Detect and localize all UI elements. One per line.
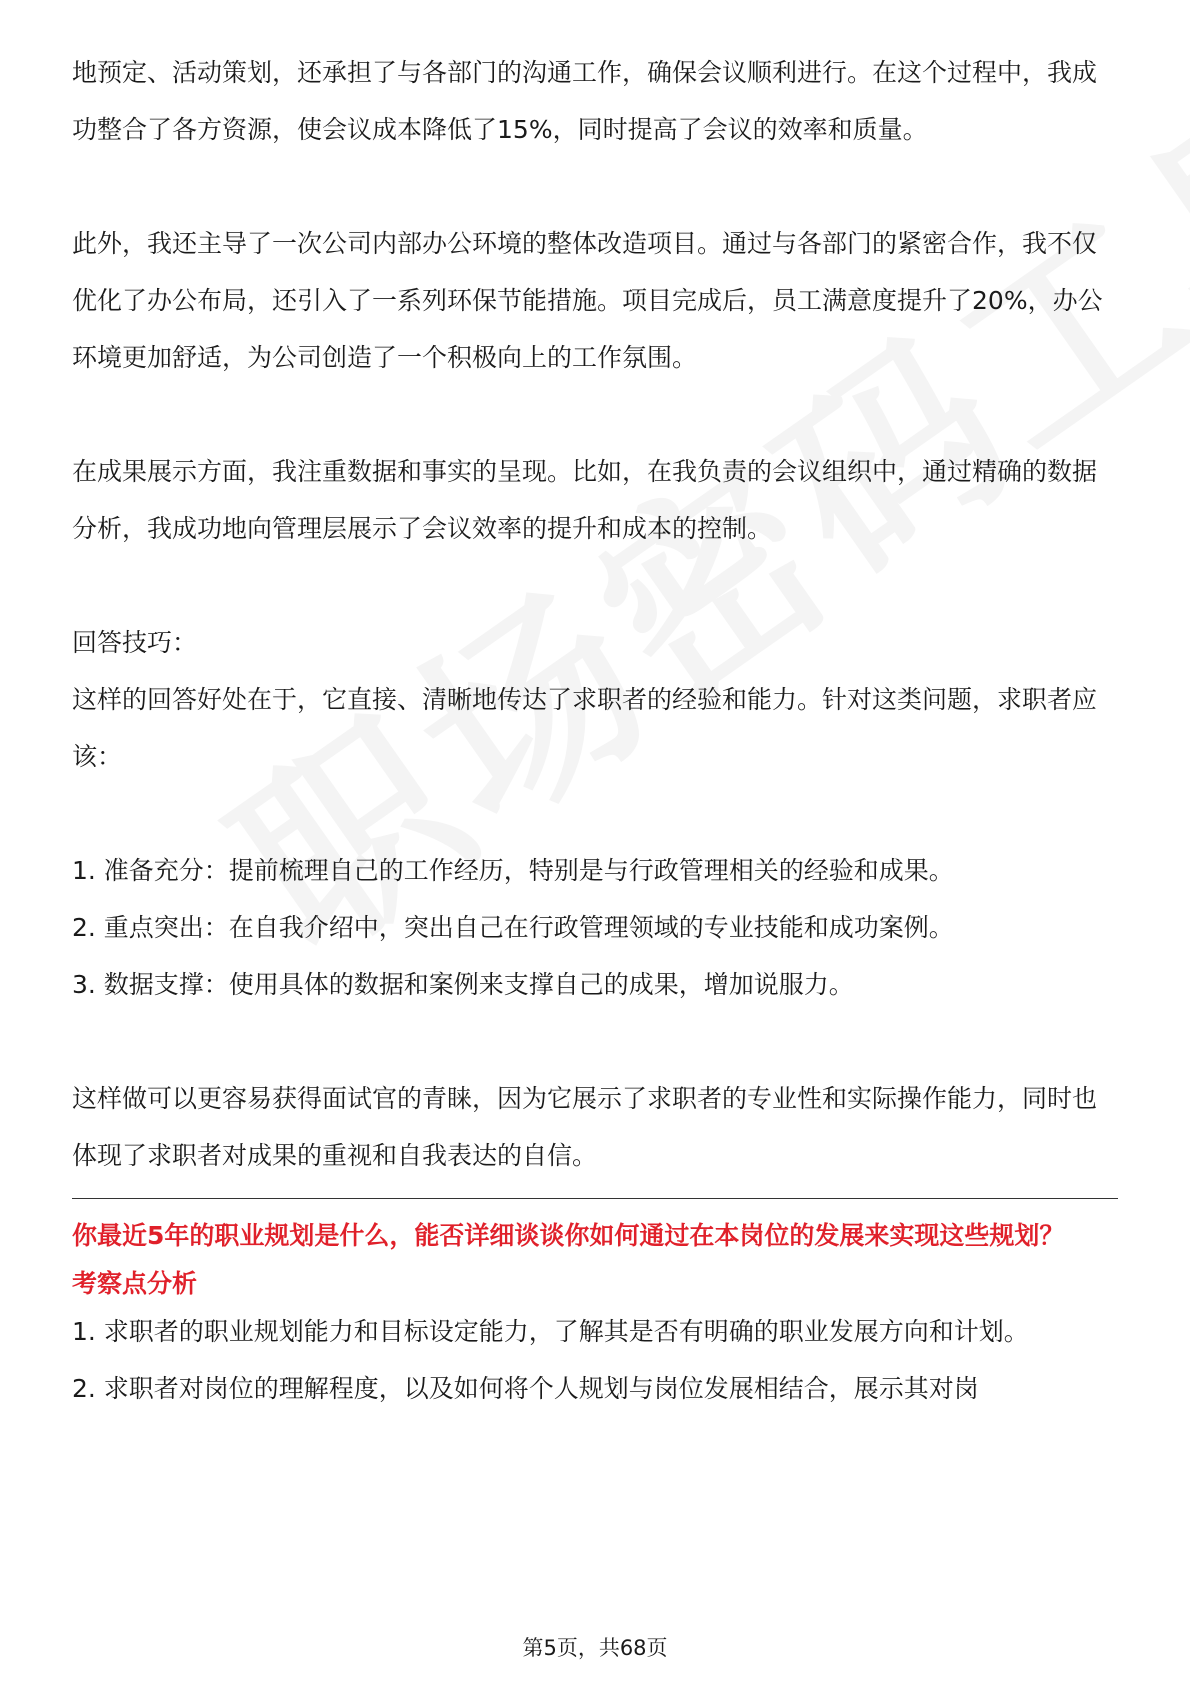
analysis-point-1: 1. 求职者的职业规划能力和目标设定能力，了解其是否有明确的职业发展方向和计划。 (72, 1317, 1029, 1346)
tip-item-1: 1. 准备充分：提前梳理自己的工作经历，特别是与行政管理相关的经验和成果。 (72, 856, 954, 885)
page-content (72, 44, 1118, 1417)
tips-label: 回答技巧： (72, 628, 198, 657)
section-divider (72, 1198, 1118, 1199)
page-number: 第5页，共68页 (522, 1636, 668, 1660)
conclusion-paragraph: 这样做可以更容易获得面试官的青睐，因为它展示了求职者的专业性和实际操作能力，同时也体现了求职者对成果的重视和自我表达的自信。 (72, 1084, 1098, 1170)
paragraph-meeting: 地预定、活动策划，还承担了与各部门的沟通工作，确保会议顺利进行。在这个过程中，我成功整合了各方资源，使会议成本降低了15%，同时提高了会议的效率和质量。 (72, 58, 1098, 144)
tip-item-2: 2. 重点突出：在自我介绍中，突出自己在行政管理领域的专业技能和成功案例。 (72, 913, 954, 942)
analysis-title: 考察点分析 (72, 1269, 198, 1298)
question-heading: 你最近5年的职业规划是什么，能否详细谈谈你如何通过在本岗位的发展来实现这些规划？ (72, 1221, 1065, 1250)
tip-item-3: 3. 数据支撑：使用具体的数据和案例来支撑自己的成果，增加说服力。 (72, 970, 854, 999)
paragraph-office-renovation: 此外，我还主导了一次公司内部办公环境的整体改造项目。通过与各部门的紧密合作，我不仅优化了办公布局，还引入了一系列环保节能措施。项目完成后，员工满意度提升了20%，办公环境更加舒适，为公司创造了一个积极向上的工作氛围。 (72, 229, 1103, 372)
tips-intro: 这样的回答好处在于，它直接、清晰地传达了求职者的经验和能力。针对这类问题，求职者应该： (72, 685, 1098, 771)
paragraph-results: 在成果展示方面，我注重数据和事实的呈现。比如，在我负责的会议组织中，通过精确的数据分析，我成功地向管理层展示了会议效率的提升和成本的控制。 (72, 457, 1098, 543)
analysis-point-2: 2. 求职者对岗位的理解程度，以及如何将个人规划与岗位发展相结合，展示其对岗 (72, 1374, 979, 1403)
